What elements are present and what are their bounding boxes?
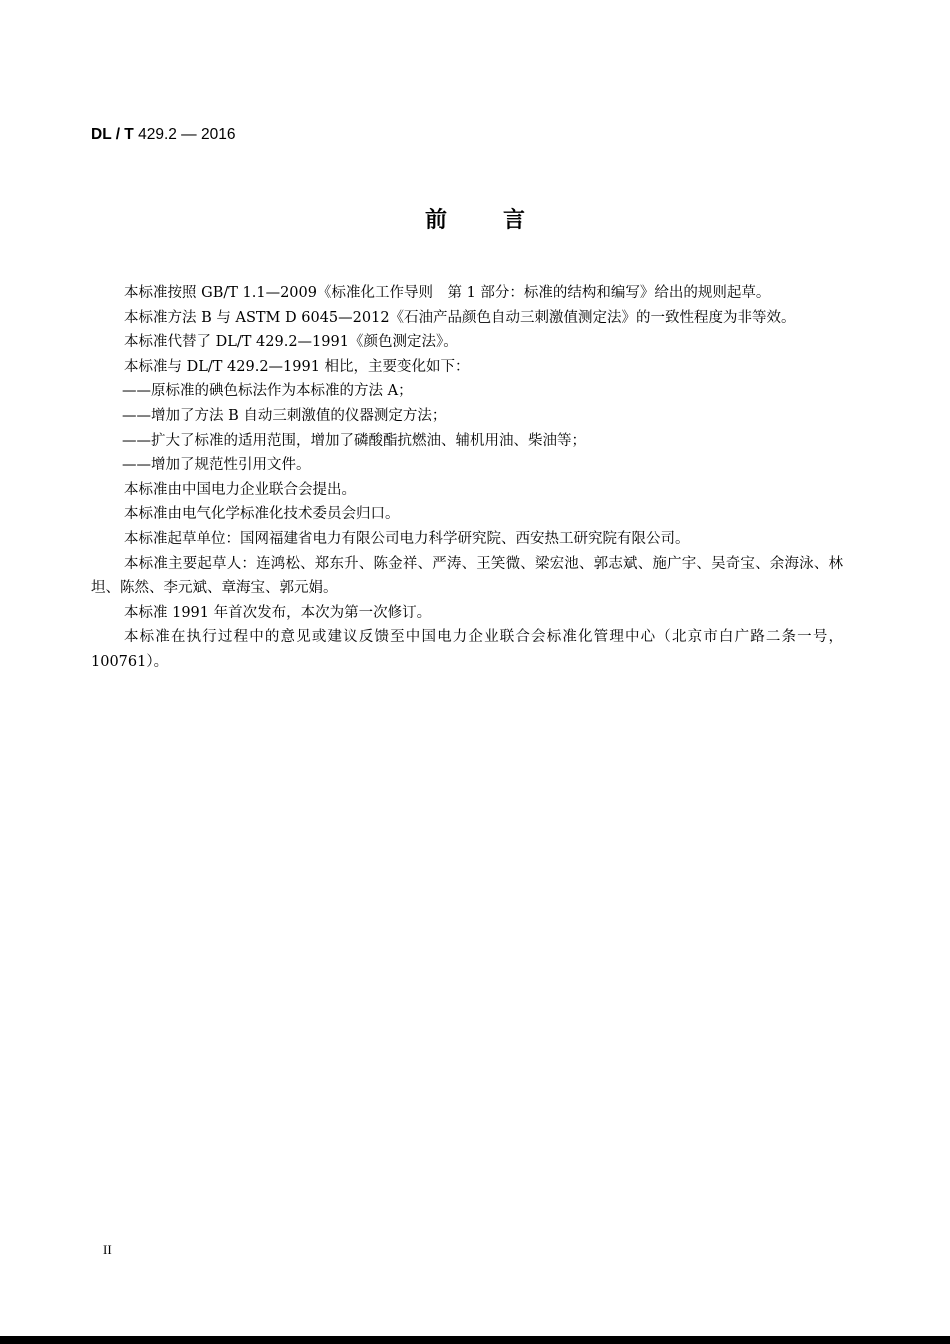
paragraph-centralized-by: 本标准由电气化学标准化技术委员会归口。 [124,506,400,523]
list-item-change-3: ——扩大了标准的适用范围，增加了磷酸酯抗燃油、辅机用油、柴油等； [122,432,586,449]
list-item-change-1: ——原标准的碘色标法作为本标准的方法 A； [122,383,413,400]
standard-code [91,125,235,145]
paragraph-drafters: 本标准主要起草人：连鸿松、郑东升、陈金祥、严涛、王笑微、梁宏池、郭志斌、施广宇、吴奇宝、余海泳、林坦、陈然、李元斌、章海宝、郭元娟。 [91,555,843,597]
paragraph-feedback: 本标准在执行过程中的意见或建议反馈至中国电力企业联合会标准化管理中心（北京市白广路二条一号，100761）。 [91,629,843,670]
paragraph-history: 本标准 1991 年首次发布，本次为第一次修订。 [124,604,432,621]
paragraph-drafting-units: 本标准起草单位：国网福建省电力有限公司电力科学研究院、西安热工研究院有限公司。 [124,530,690,547]
paragraph-changes-intro: 本标准与 DL/T 429.2—1991 相比，主要变化如下： [124,358,470,375]
list-item-change-2: ——增加了方法 B 自动三刺激值的仪器测定方法； [122,407,447,424]
standard-code-number: 429.2 — 2016 [133,126,236,143]
foreword-body [91,281,843,675]
page-title: 前言 [424,208,581,233]
paragraph-replaces: 本标准代替了 DL/T 429.2—1991《颜色测定法》。 [124,334,458,351]
list-item-change-4: ——增加了规范性引用文件。 [122,457,311,474]
paragraph-consistency: 本标准方法 B 与 ASTM D 6045—2012《石油产品颜色自动三刺激值测定法》的一致性程度为非等效。 [124,309,796,326]
page-bottom-border [0,1336,950,1344]
paragraph-drafting-rules: 本标准按照 GB/T 1.1—2009《标准化工作导则 第 1 部分：标准的结构和编写》给出的规则起草。 [124,285,771,301]
standard-code-prefix: DL / T [91,126,134,143]
page-number: II [103,1242,112,1257]
paragraph-proposed-by: 本标准由中国电力企业联合会提出。 [124,481,356,498]
